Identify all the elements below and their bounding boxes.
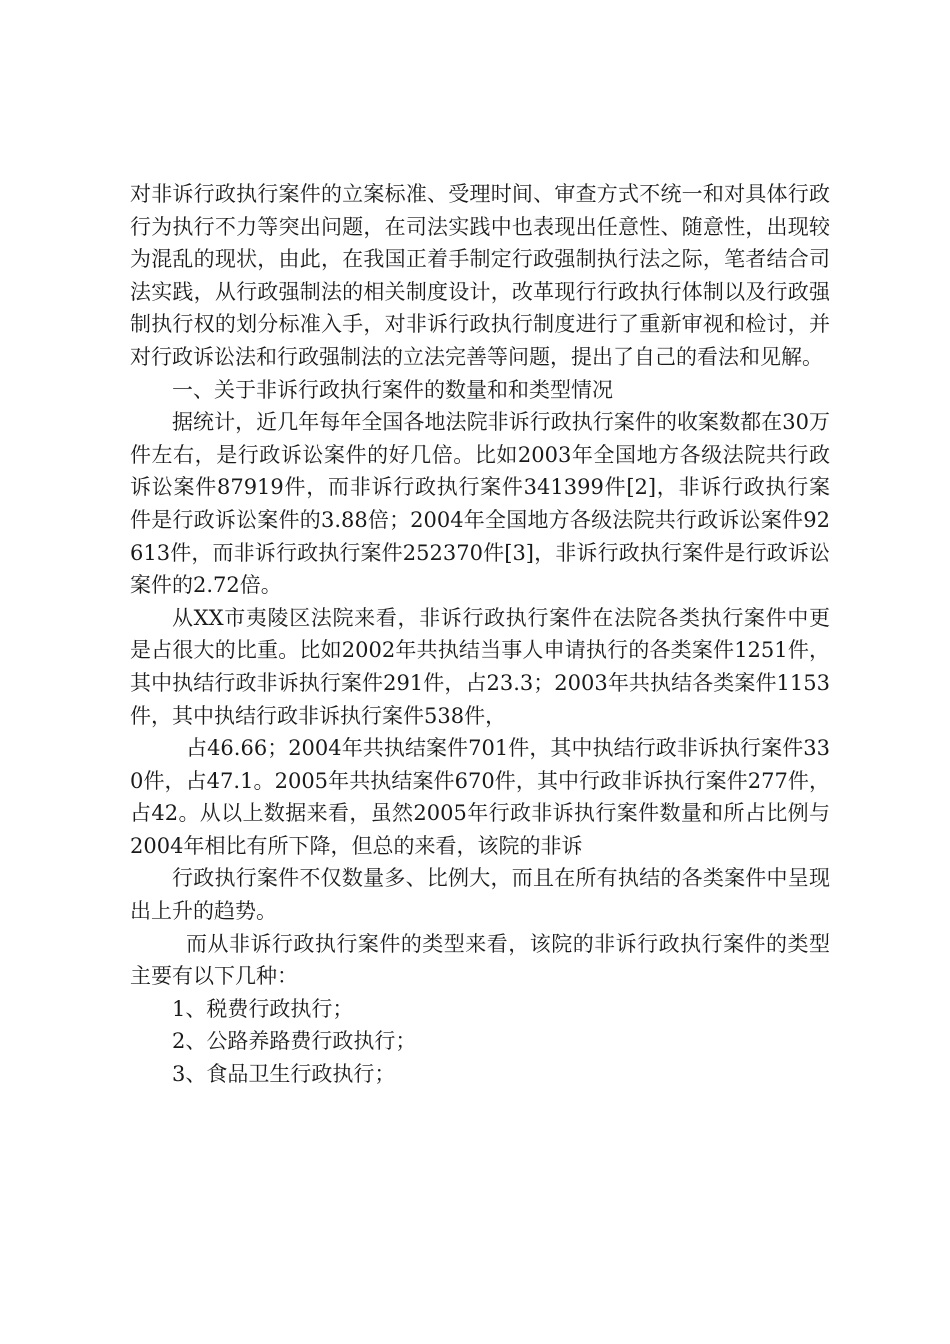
yiling-court-paragraph: 从XX市夷陵区法院来看，非诉行政执行案件在法院各类执行案件中更是占很大的比重。比如2002年共执结当事人申请执行的各类案件1251件，其中执结行政非诉执行案件291件，占23.3；2003年共执结各类案件1153件，其中执结行政非诉执行案件538件，	[130, 605, 830, 728]
trend-paragraph: 行政执行案件不仅数量多、比例大，而且在所有执结的各类案件中呈现出上升的趋势。	[130, 866, 830, 924]
case-types-paragraph: 而从非诉行政执行案件的类型来看，该院的非诉行政执行案件的类型主要有以下几种：	[130, 931, 830, 989]
list-item: 2、公路养路费行政执行；	[172, 1029, 417, 1054]
statistics-paragraph: 据统计，近几年每年全国各地法院非诉行政执行案件的收案数都在30万件左右，是行政诉讼案件的好几倍。比如2003年全国地方各级法院共行政诉讼案件87919件，而非诉行政执行案件341399件[2]，非诉行政执行案件是行政诉讼案件的3.88倍；2004年全国地方各级法院共行政诉讼案件92613件，而非诉行政执行案件252370件[3]，非诉行政执行案件是行政诉讼案件的2.72倍。	[130, 410, 830, 598]
yiling-court-paragraph-continued: 占46.66；2004年共执结案件701件，其中执结行政非诉执行案件330件，占47.1。2005年共执结案件670件，其中行政非诉执行案件277件，占42。从以上数据来看，虽然2005年行政非诉执行案件数量和所占比例与2004年相比有所下降，但总的来看，该院的非诉	[130, 736, 830, 858]
intro-paragraph: 对非诉行政执行案件的立案标准、受理时间、审查方式不统一和对具体行政行为执行不力等突出问题，在司法实践中也表现出任意性、随意性，出现较为混乱的现状，由此，在我国正着手制定行政强制执行法之际，笔者结合司法实践，从行政强制法的相关制度设计，改革现行行政执行体制以及行政强制执行权的划分标准入手，对非诉行政执行制度进行了重新审视和检讨，并对行政诉讼法和行政强制法的立法完善等问题，提出了自己的看法和见解。	[130, 182, 830, 369]
section-heading: 一、关于非诉行政执行案件的数量和和类型情况	[172, 377, 613, 402]
document-body	[130, 178, 830, 1091]
list-item: 1、税费行政执行；	[172, 996, 354, 1021]
list-item: 3、食品卫生行政执行；	[172, 1062, 396, 1087]
